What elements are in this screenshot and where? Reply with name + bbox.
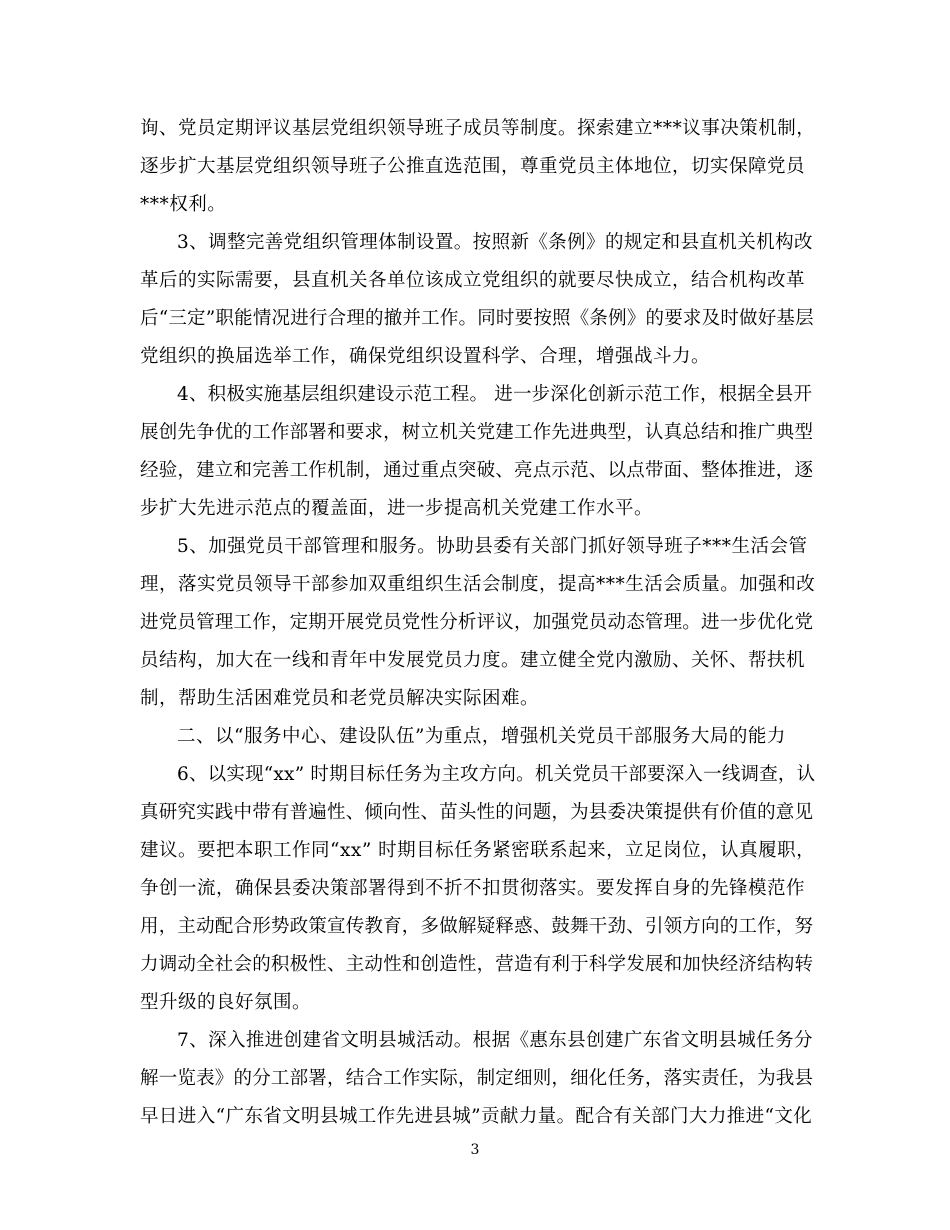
text-line: 争创一流，确保县委决策部署得到不折不扣贯彻落实。要发挥自身的先锋模范作	[140, 878, 806, 899]
paragraph-7-line: 7、深入推进创建省文明县城活动。根据《惠东县创建广东省文明县城任务分	[177, 1030, 813, 1051]
text-line: 制，帮助生活困难党员和老党员解决实际困难。	[140, 688, 540, 709]
text-line: 理，落实党员领导干部参加双重组织生活会制度，提高***生活会质量。加强和改	[140, 574, 816, 595]
text-line: 逐步扩大基层党组织领导班子公推直选范围，尊重党员主体地位，切实保障党员	[140, 156, 806, 177]
text-line: 解一览表》的分工部署，结合工作实际，制定细则，细化任务，落实责任，为我县	[140, 1068, 814, 1089]
text-line: 革后的实际需要，县直机关各单位该成立党组织的就要尽快成立，结合机构改革	[140, 270, 806, 291]
text-line: 步扩大先进示范点的覆盖面，进一步提高机关党建工作水平。	[140, 498, 654, 519]
page-number: 3	[470, 1142, 480, 1158]
text-line: 员结构，加大在一线和青年中发展党员力度。建立健全党内激励、关怀、帮扶机	[140, 650, 806, 671]
text-line: ***权利。	[140, 194, 227, 215]
text-line: 早日进入“广东省文明县城工作先进县城”贡献力量。配合有关部门大力推进“文化	[140, 1106, 813, 1127]
text-line: 展创先争优的工作部署和要求，树立机关党建工作先进典型，认真总结和推广典型	[140, 422, 814, 443]
paragraph-5-line: 5、加强党员干部管理和服务。协助县委有关部门抓好领导班子***生活会管	[177, 536, 808, 557]
text-line: 真研究实践中带有普遍性、倾向性、苗头性的问题，为县委决策提供有价值的意见	[140, 802, 814, 823]
text-line: 进党员管理工作，定期开展党员党性分析评议，加强党员动态管理。进一步优化党	[140, 612, 814, 633]
paragraph-6-line: 6、以实现“xx” 时期目标任务为主攻方向。机关党员干部要深入一线调查，认	[177, 764, 816, 785]
text-line: 后“三定”职能情况进行合理的撤并工作。同时要按照《条例》的要求及时做好基层	[140, 308, 814, 329]
section-heading: 二、以“服务中心、建设队伍”为重点，增强机关党员干部服务大局的能力	[177, 726, 786, 747]
text-line: 建议。要把本职工作同“xx” 时期目标任务紧密联系起来，立足岗位，认真履职，	[140, 840, 816, 861]
text-line: 党组织的换届选举工作，确保党组织设置科学、合理，增强战斗力。	[140, 346, 711, 367]
text-line: 用，主动配合形势政策宣传教育，多做解疑释惑、鼓舞干劲、引领方向的工作，努	[140, 916, 814, 937]
text-line: 力调动全社会的积极性、主动性和创造性，营造有利于科学发展和加快经济结构转	[140, 954, 814, 975]
paragraph-4-line: 4、积极实施基层组织建设示范工程。 进一步深化创新示范工作，根据全县开	[177, 384, 813, 405]
text-line: 型升级的良好氛围。	[140, 992, 312, 1013]
paragraph-3-line: 3、调整完善党组织管理体制设置。按照新《条例》的规定和县直机关机构改	[177, 232, 813, 253]
text-line: 经验，建立和完善工作机制，通过重点突破、亮点示范、以点带面、整体推进，逐	[140, 460, 814, 481]
text-line: 询、党员定期评议基层党组织领导班子成员等制度。探索建立***议事决策机制，	[140, 118, 816, 139]
